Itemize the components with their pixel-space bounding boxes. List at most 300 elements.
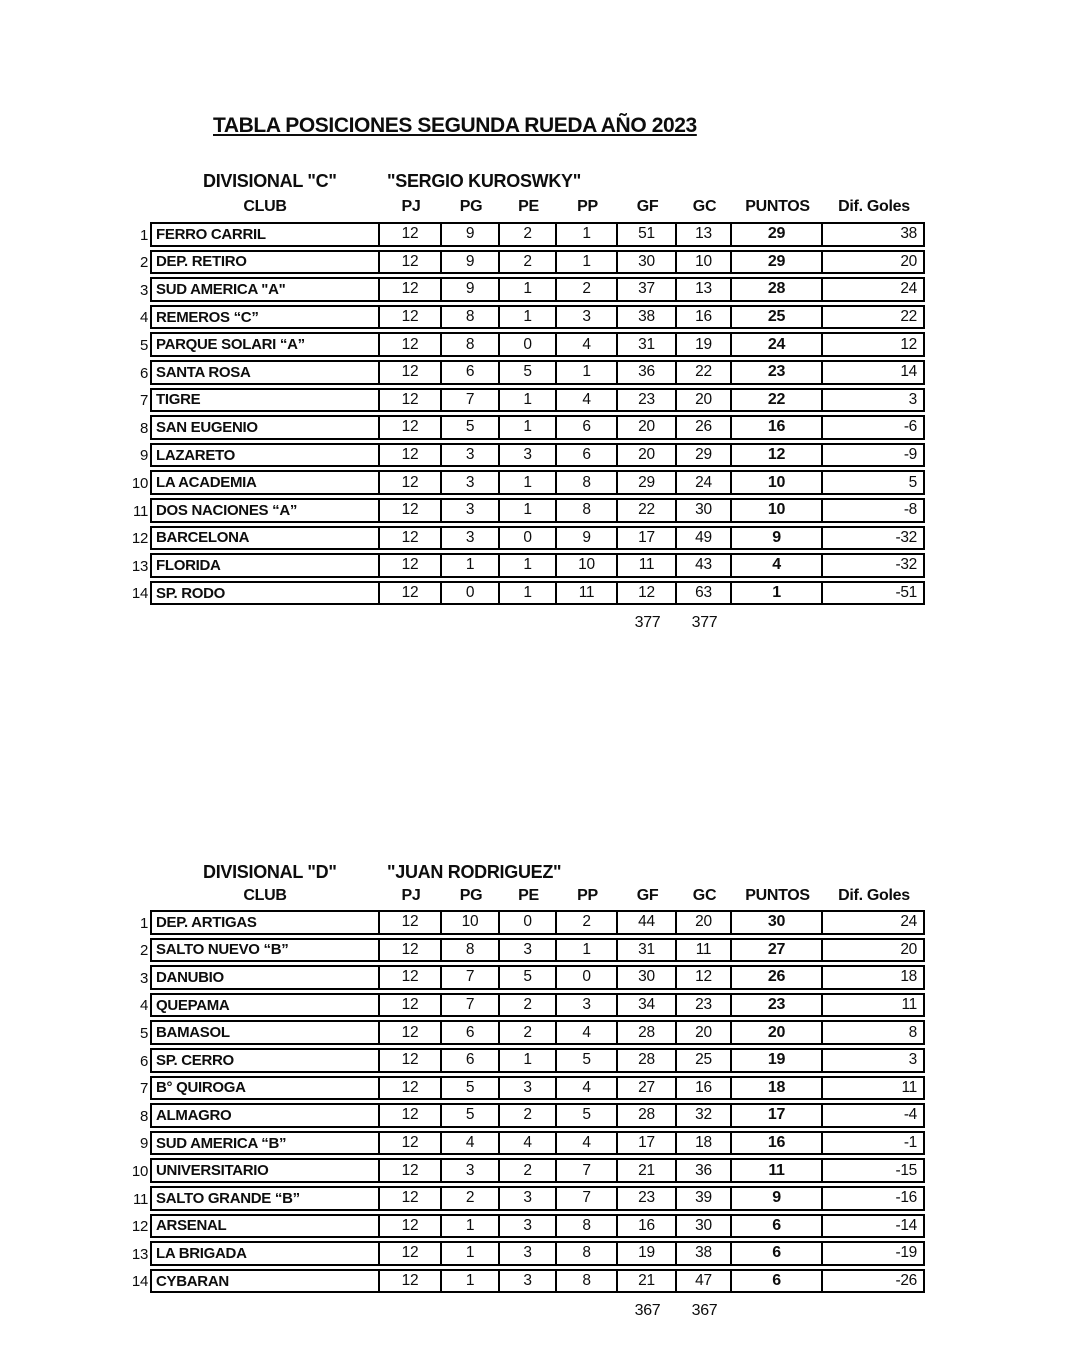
cell-gf: 36 [618,362,677,383]
cell-pg: 3 [442,472,500,493]
cell-pe: 3 [500,1216,557,1237]
cell-dif-goles: 14 [900,363,917,381]
club-name: DOS NACIONES “A” [152,500,380,521]
cell-pp: 11 [557,583,618,604]
cell-gf: 20 [618,417,677,438]
cell-gc: 10 [677,252,732,273]
cell-pg: 1 [442,1216,500,1237]
cell-pe: 1 [500,1050,557,1071]
cell-pe: 1 [500,390,557,411]
cell-gf: 31 [618,334,677,355]
position-number: 11 [133,1190,148,1208]
cell-gf: 20 [618,445,677,466]
cell-dif-goles: 20 [900,940,917,958]
cell-puntos: 30 [732,912,823,933]
cell-pj: 12 [380,417,442,438]
cell-gc: 32 [677,1105,732,1126]
cell-gf: 30 [618,252,677,273]
cell-puntos: 6 [732,1216,823,1237]
cell-gc: 47 [677,1271,732,1292]
cell-gc: 12 [677,967,732,988]
cell-puntos: 22 [732,390,823,411]
cell-pg: 5 [442,417,500,438]
cell-pe: 3 [500,1271,557,1292]
spacer [732,1302,823,1320]
cell-dif-goles: -9 [903,446,917,464]
club-name: QUEPAMA [152,995,380,1016]
cell-gc: 25 [677,1050,732,1071]
cell-pp: 0 [557,967,618,988]
cell-pg: 0 [442,583,500,604]
cell-pg: 9 [442,224,500,245]
cell-dif-goles: 8 [908,1023,917,1041]
cell-pe: 2 [500,1022,557,1043]
cell-gf: 17 [618,1133,677,1154]
cell-dif-goles: -32 [895,556,917,574]
position-number: 4 [139,309,148,327]
cell-pj: 12 [380,1022,442,1043]
cell-pg: 8 [442,307,500,328]
spacer [557,614,618,632]
cell-pp: 1 [557,224,618,245]
cell-pg: 1 [442,555,500,576]
division-c-title: DIVISIONAL "C" [203,171,337,191]
cell-puntos: 17 [732,1105,823,1126]
column-header-pg: PG [459,198,483,215]
cell-gc: 20 [677,912,732,933]
cell-pj: 12 [380,1271,442,1292]
cell-puntos: 16 [732,1133,823,1154]
club-name: BARCELONA [152,528,380,549]
cell-pj: 12 [380,967,442,988]
club-name: SUD AMERICA “B” [152,1133,380,1154]
column-header-gf: GF [636,887,659,904]
table-row [139,305,925,330]
position-number: 5 [139,336,148,354]
position-number: 10 [131,1162,148,1180]
cell-pg: 10 [442,912,500,933]
cell-pp: 9 [557,528,618,549]
column-header-puntos: PUNTOS [745,887,810,904]
cell-puntos: 23 [732,995,823,1016]
cell-pe: 1 [500,307,557,328]
position-number: 7 [139,392,148,410]
cell-pp: 3 [557,307,618,328]
table-row [139,1076,925,1101]
club-name: DEP. ARTIGAS [152,912,380,933]
table-row [139,277,925,302]
club-name: ALMAGRO [152,1105,380,1126]
table-row [139,938,925,963]
cell-dif-goles: 12 [900,335,917,353]
table-row [139,443,925,468]
spacer [823,614,925,632]
cell-pp: 2 [557,912,618,933]
cell-gf: 16 [618,1216,677,1237]
cell-pj: 12 [380,940,442,961]
cell-gf: 34 [618,995,677,1016]
cell-pg: 1 [442,1243,500,1264]
cell-puntos: 25 [732,307,823,328]
cell-gc: 43 [677,555,732,576]
cell-pp: 8 [557,1271,618,1292]
cell-pj: 12 [380,1050,442,1071]
cell-pg: 3 [442,500,500,521]
cell-gc: 24 [677,472,732,493]
cell-pj: 12 [380,528,442,549]
position-number: 9 [139,447,148,465]
spacer [732,614,823,632]
column-header-gf: GF [636,198,659,215]
column-header-pg: PG [459,887,483,904]
cell-dif-goles: 11 [901,1078,917,1096]
cell-pg: 5 [442,1105,500,1126]
cell-dif-goles: 5 [908,473,917,491]
cell-pg: 5 [442,1078,500,1099]
club-name: SP. CERRO [152,1050,380,1071]
cell-pp: 3 [557,995,618,1016]
cell-puntos: 19 [732,1050,823,1071]
cell-pp: 7 [557,1160,618,1181]
cell-pp: 4 [557,1078,618,1099]
table-row [139,250,925,275]
cell-pp: 4 [557,390,618,411]
table-row [131,470,925,495]
position-number: 8 [139,1107,148,1125]
column-header-club: CLUB [243,887,287,904]
page-title: TABLA POSICIONES SEGUNDA RUEDA AÑO 2023 [213,114,697,137]
cell-pe: 2 [500,224,557,245]
table-row [139,222,925,247]
cell-pg: 6 [442,362,500,383]
cell-pj: 12 [380,362,442,383]
cell-pj: 12 [380,224,442,245]
cell-gf: 27 [618,1078,677,1099]
spacer [500,1302,557,1320]
cell-pp: 2 [557,279,618,300]
cell-puntos: 26 [732,967,823,988]
cell-puntos: 20 [732,1022,823,1043]
cell-puntos: 9 [732,1188,823,1209]
cell-pj: 12 [380,995,442,1016]
cell-gc: 36 [677,1160,732,1181]
cell-dif-goles: 11 [901,996,917,1014]
cell-pp: 1 [557,252,618,273]
division-d-table-body [131,910,925,1293]
division-c-totals-row [150,614,925,632]
cell-dif-goles: 18 [900,968,917,986]
cell-pe: 2 [500,1160,557,1181]
cell-pp: 8 [557,1243,618,1264]
position-number: 10 [131,474,148,492]
cell-puntos: 6 [732,1243,823,1264]
division-d-title: DIVISIONAL "D" [203,862,337,882]
cell-pe: 1 [500,555,557,576]
spacer [150,1302,380,1320]
cell-gc: 23 [677,995,732,1016]
table-row [139,965,925,990]
table-row [131,1214,925,1239]
spacer [150,614,380,632]
cell-pe: 2 [500,252,557,273]
cell-pe: 3 [500,1078,557,1099]
cell-pp: 8 [557,1216,618,1237]
cell-pg: 8 [442,334,500,355]
cell-pp: 4 [557,334,618,355]
cell-dif-goles: 24 [900,280,917,298]
division-d-totals-row [150,1302,925,1320]
division-d-header-row [150,887,925,905]
cell-pp: 5 [557,1105,618,1126]
cell-gf: 28 [618,1050,677,1071]
club-name: FLORIDA [152,555,380,576]
cell-pj: 12 [380,279,442,300]
cell-dif-goles: 38 [900,225,917,243]
position-number: 12 [131,1218,148,1236]
cell-gf: 38 [618,307,677,328]
table-row [139,415,925,440]
table-row [139,360,925,385]
cell-gc: 13 [677,224,732,245]
club-name: B° QUIROGA [152,1078,380,1099]
cell-pp: 8 [557,472,618,493]
cell-gf: 37 [618,279,677,300]
cell-dif-goles: 3 [908,1051,917,1069]
position-number: 12 [131,530,148,548]
cell-pe: 1 [500,472,557,493]
column-header-pe: PE [518,887,539,904]
cell-pj: 12 [380,1216,442,1237]
cell-gc: 29 [677,445,732,466]
position-number: 14 [131,585,148,603]
cell-pp: 8 [557,500,618,521]
cell-gc: 16 [677,307,732,328]
cell-gc: 39 [677,1188,732,1209]
cell-pg: 3 [442,528,500,549]
position-number: 6 [139,1052,148,1070]
position-number: 13 [131,1245,148,1263]
cell-pj: 12 [380,1160,442,1181]
cell-pp: 10 [557,555,618,576]
club-name: REMEROS “C” [152,307,380,328]
spacer [380,614,442,632]
cell-gc: 19 [677,334,732,355]
spacer [823,1302,925,1320]
table-row [133,498,925,523]
cell-puntos: 18 [732,1078,823,1099]
cell-puntos: 16 [732,417,823,438]
club-name: FERRO CARRIL [152,224,380,245]
column-header-pe: PE [518,198,539,215]
club-name: LA ACADEMIA [152,472,380,493]
cell-puntos: 1 [732,583,823,604]
cell-pe: 0 [500,912,557,933]
table-row [139,910,925,935]
cell-pp: 1 [557,362,618,383]
column-header-dif-goles: Dif. Goles [838,198,910,215]
cell-gc: 26 [677,417,732,438]
club-name: LA BRIGADA [152,1243,380,1264]
position-number: 9 [139,1135,148,1153]
cell-gc: 63 [677,583,732,604]
cell-pj: 12 [380,252,442,273]
table-row [131,553,925,578]
cell-gf: 19 [618,1243,677,1264]
total-gf: 377 [634,614,661,631]
spacer [442,614,500,632]
cell-pp: 6 [557,417,618,438]
table-row [131,1158,925,1183]
cell-pe: 1 [500,583,557,604]
cell-pe: 2 [500,995,557,1016]
cell-pj: 12 [380,1243,442,1264]
club-name: UNIVERSITARIO [152,1160,380,1181]
cell-gf: 44 [618,912,677,933]
table-row [131,1269,925,1294]
club-name: SAN EUGENIO [152,417,380,438]
position-number: 3 [139,281,148,299]
club-name: DANUBIO [152,967,380,988]
column-header-pj: PJ [401,198,421,215]
column-header-dif-goles: Dif. Goles [838,887,910,904]
cell-pj: 12 [380,912,442,933]
cell-puntos: 29 [732,224,823,245]
total-gc: 367 [691,1302,718,1319]
position-number: 3 [139,969,148,987]
total-gf: 367 [634,1302,661,1319]
club-name: LAZARETO [152,445,380,466]
cell-puntos: 6 [732,1271,823,1292]
club-name: ARSENAL [152,1216,380,1237]
cell-puntos: 28 [732,279,823,300]
cell-pp: 6 [557,445,618,466]
cell-pg: 7 [442,995,500,1016]
cell-puntos: 27 [732,940,823,961]
club-name: SALTO NUEVO “B” [152,940,380,961]
column-header-gc: GC [692,887,717,904]
cell-pg: 1 [442,1271,500,1292]
position-number: 5 [139,1024,148,1042]
position-number: 4 [139,997,148,1015]
cell-pe: 3 [500,1243,557,1264]
cell-pj: 12 [380,1105,442,1126]
cell-pp: 5 [557,1050,618,1071]
cell-gf: 21 [618,1160,677,1181]
cell-pe: 1 [500,500,557,521]
cell-pe: 1 [500,417,557,438]
table-row [139,1103,925,1128]
cell-gc: 18 [677,1133,732,1154]
cell-pj: 12 [380,390,442,411]
club-name: SALTO GRANDE “B” [152,1188,380,1209]
cell-puntos: 4 [732,555,823,576]
cell-pg: 4 [442,1133,500,1154]
position-number: 6 [139,364,148,382]
column-header-puntos: PUNTOS [745,198,810,215]
cell-gf: 12 [618,583,677,604]
spacer [500,614,557,632]
cell-puntos: 12 [732,445,823,466]
cell-gf: 28 [618,1105,677,1126]
division-c-delegate-name: "SERGIO KUROSWKY" [387,171,581,191]
cell-puntos: 29 [732,252,823,273]
table-row [139,1020,925,1045]
cell-pj: 12 [380,334,442,355]
position-number: 1 [139,226,148,244]
cell-pj: 12 [380,445,442,466]
cell-pe: 4 [500,1133,557,1154]
cell-puntos: 23 [732,362,823,383]
division-c-table-body [131,222,925,605]
spacer [557,1302,618,1320]
cell-gf: 28 [618,1022,677,1043]
cell-pe: 3 [500,940,557,961]
cell-pp: 4 [557,1133,618,1154]
column-header-pj: PJ [401,887,421,904]
cell-dif-goles: -14 [895,1216,917,1234]
cell-pp: 4 [557,1022,618,1043]
cell-gf: 17 [618,528,677,549]
cell-gc: 30 [677,500,732,521]
total-gc: 377 [691,614,718,631]
spacer [442,1302,500,1320]
cell-pj: 12 [380,1078,442,1099]
table-row [139,993,925,1018]
cell-pj: 12 [380,1188,442,1209]
cell-puntos: 11 [732,1160,823,1181]
table-row [139,1048,925,1073]
cell-gc: 38 [677,1243,732,1264]
position-number: 2 [139,942,148,960]
cell-dif-goles: -15 [895,1161,917,1179]
club-name: DEP. RETIRO [152,252,380,273]
cell-dif-goles: -19 [895,1244,917,1262]
cell-gc: 13 [677,279,732,300]
cell-gc: 20 [677,1022,732,1043]
club-name: PARQUE SOLARI “A” [152,334,380,355]
cell-gc: 30 [677,1216,732,1237]
cell-gf: 30 [618,967,677,988]
cell-dif-goles: -6 [903,418,917,436]
cell-pg: 9 [442,252,500,273]
cell-gf: 29 [618,472,677,493]
cell-pe: 1 [500,279,557,300]
cell-pg: 6 [442,1050,500,1071]
cell-pg: 7 [442,967,500,988]
cell-puntos: 10 [732,500,823,521]
column-header-club: CLUB [243,198,287,215]
cell-gf: 22 [618,500,677,521]
cell-dif-goles: 20 [900,252,917,270]
club-name: CYBARAN [152,1271,380,1292]
cell-pg: 2 [442,1188,500,1209]
cell-dif-goles: -8 [903,501,917,519]
position-number: 7 [139,1080,148,1098]
cell-pj: 12 [380,307,442,328]
cell-pg: 3 [442,445,500,466]
cell-puntos: 10 [732,472,823,493]
division-c-header-row [150,198,925,216]
division-d-delegate-name: "JUAN RODRIGUEZ" [387,862,562,882]
cell-pe: 0 [500,528,557,549]
table-row [131,526,925,551]
cell-dif-goles: 22 [900,308,917,326]
cell-gf: 51 [618,224,677,245]
cell-dif-goles: -1 [903,1134,917,1152]
cell-gf: 31 [618,940,677,961]
cell-gf: 11 [618,555,677,576]
cell-gf: 23 [618,390,677,411]
